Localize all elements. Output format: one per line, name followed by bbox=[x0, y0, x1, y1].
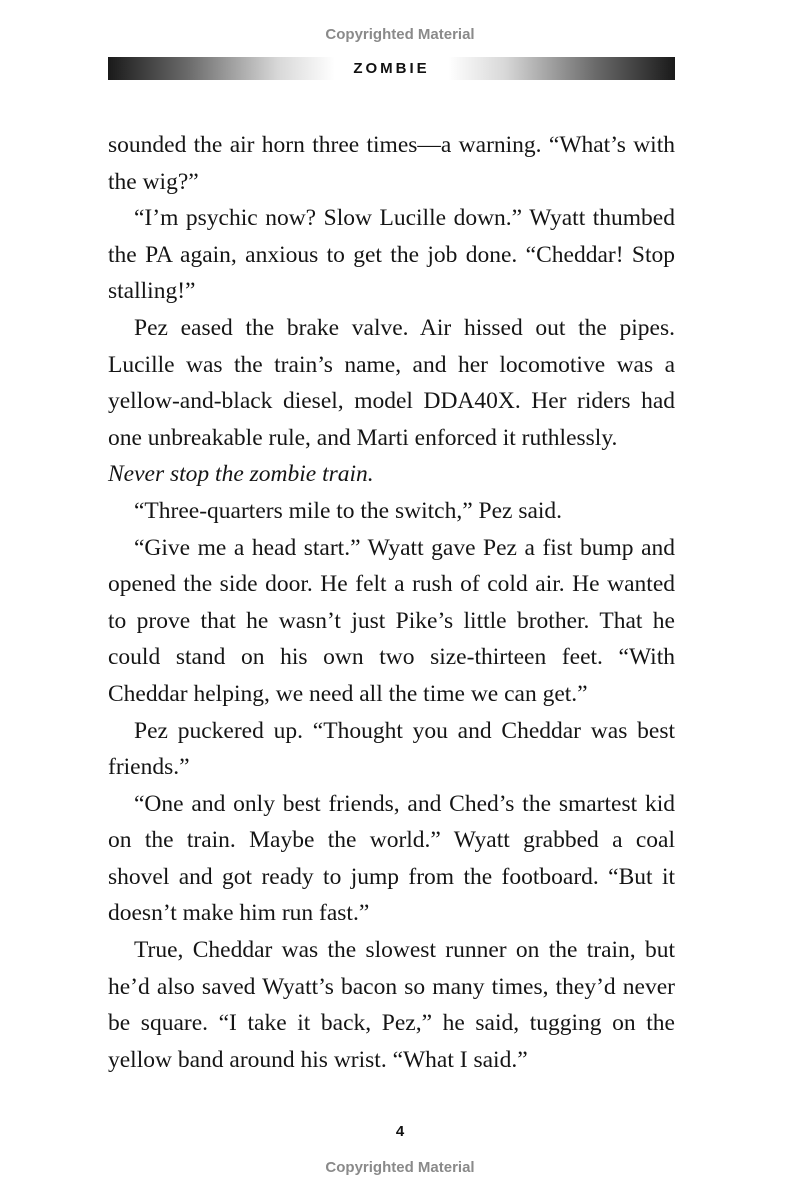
paragraph: Pez eased the brake valve. Air hissed out the pipes. Lucille was the train’s name, and her locomotive was a yellow-and-black diesel, model DDA40X. Her riders had one unbreakable rule, and Marti enforced it ruthlessly. bbox=[108, 314, 675, 451]
italic-line bbox=[108, 456, 675, 493]
paragraph: Pez puckered up. “Thought you and Cheddar was best friends.” bbox=[108, 717, 675, 781]
body-text bbox=[108, 127, 675, 1078]
copyright-watermark-bottom: Copyrighted Material bbox=[325, 1159, 475, 1176]
paragraph: “I’m psychic now? Slow Lucille down.” Wyatt thumbed the PA again, anxious to get the job done. “Cheddar! Stop stalling!” bbox=[108, 205, 675, 305]
paragraph: “Three-quarters mile to the switch,” Pez said. bbox=[134, 497, 563, 524]
page-number: 4 bbox=[395, 1123, 405, 1140]
paragraph: True, Cheddar was the slowest runner on the train, but he’d also saved Wyatt’s bacon so many times, they’d never be square. “I take it back, Pez,” he said, tugging on the yellow band around his wrist. “What I said.” bbox=[108, 937, 675, 1073]
paragraph: “One and only best friends, and Ched’s the smartest kid on the train. Maybe the world.” Wyatt grabbed a coal shovel and got ready to jump from the footboard. “But it doesn’t make him run fast.” bbox=[108, 790, 675, 927]
running-head-band bbox=[108, 57, 675, 80]
running-head-title: ZOMBIE bbox=[353, 60, 430, 77]
paragraph: sounded the air horn three times—a warning. “What’s with the wig?” bbox=[108, 132, 675, 195]
paragraph: “Give me a head start.” Wyatt gave Pez a fist bump and opened the side door. He felt a rush of cold air. He wanted to prove that he wasn’t just Pike’s little brother. That he could stand on his own two size-thirteen feet. “With Cheddar helping, we need all the time we can get.” bbox=[108, 534, 675, 707]
copyright-watermark-top: Copyrighted Material bbox=[325, 26, 475, 43]
italic-text: Never stop the zombie train. bbox=[108, 461, 374, 488]
